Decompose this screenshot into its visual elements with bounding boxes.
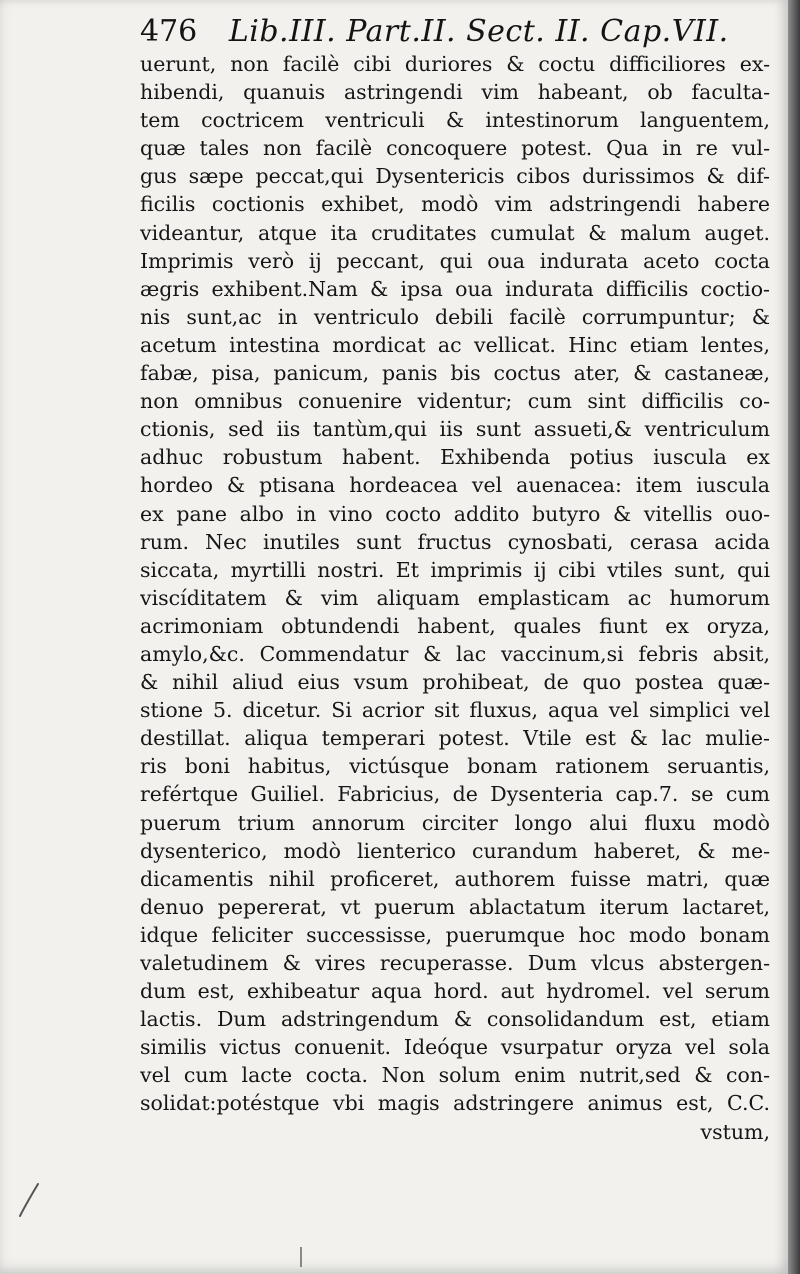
text-line: quæ tales non facilè concoquere potest. Qua in re vul-	[140, 136, 770, 161]
text-line: non omnibus conuenire videntur; cum sint difficilis co-	[140, 389, 770, 414]
text-line: fabæ, pisa, panicum, panis bis coctus ater, & castaneæ,	[140, 361, 770, 386]
catchword: vstum,	[700, 1119, 770, 1144]
text-line: gus sæpe peccat,qui Dysentericis cibos durissimos & dif-	[140, 164, 770, 189]
text-line: ctionis, sed iis tantùm,qui iis sunt assueti,& ventriculum	[140, 417, 770, 442]
text-line: stione 5. dicetur. Si acrior sit fluxus, aqua vel simplici vel	[140, 698, 770, 723]
text-line: amylo,&c. Commendatur & lac vaccinum,si febris absit,	[140, 641, 770, 666]
text-line: acetum intestina mordicat ac vellicat. Hinc etiam lentes,	[140, 332, 770, 357]
text-line: rum. Nec inutiles sunt fructus cynosbati, cerasa acida	[140, 529, 770, 554]
body-text	[140, 50, 770, 1146]
page-number: 476	[140, 14, 198, 49]
page-edge	[788, 0, 800, 1274]
text-line: & nihil aliud eius vsum prohibeat, de quo postea quæ-	[140, 670, 770, 695]
text-line: ægris exhibent.Nam & ipsa oua indurata difficilis coctio-	[140, 276, 770, 301]
text-line: siccata, myrtilli nostri. Et imprimis ij cibi vtiles sunt, qui	[140, 557, 770, 582]
text-line: videantur, atque ita cruditates cumulat & malum auget.	[140, 220, 770, 245]
text-line: solidat:potéstque vbi magis adstringere animus est, C.C.	[140, 1091, 770, 1116]
running-head	[140, 14, 770, 54]
running-title: Lib.III. Part.II. Sect. II. Cap.VII.	[228, 14, 729, 49]
ink-stroke-mark	[296, 1245, 306, 1269]
text-line: lactis. Dum adstringendum & consolidandum est, etiam	[140, 1007, 770, 1032]
text-line: ficilis coctionis exhibet, modò vim adstringendi habere	[140, 192, 770, 217]
text-line: adhuc robustum habent. Exhibenda potius iuscula ex	[140, 445, 770, 470]
text-line: acrimoniam obtundendi habent, quales fiunt ex oryza,	[140, 613, 770, 638]
text-line: hordeo & ptisana hordeacea vel auenacea: item iuscula	[140, 473, 770, 498]
text-line: similis victus conuenit. Ideóque vsurpatur oryza vel sola	[140, 1035, 770, 1060]
text-line: idque feliciter successisse, puerumque hoc modo bonam	[140, 922, 770, 947]
text-line: vel cum lacte cocta. Non solum enim nutrit,sed & con-	[140, 1063, 770, 1088]
text-line: dicamentis nihil proficeret, authorem fuisse matri, quæ	[140, 866, 770, 891]
text-line: Imprimis verò ij peccant, qui oua indurata aceto cocta	[140, 248, 770, 273]
text-line: nis sunt,ac in ventriculo debili facilè corrumpuntur; &	[140, 304, 770, 329]
text-line: dum est, exhibeatur aqua hord. aut hydromel. vel serum	[140, 979, 770, 1004]
text-line: refértque Guiliel. Fabricius, de Dysenteria cap.7. se cum	[140, 782, 770, 807]
text-line: ex pane albo in vino cocto addito butyro & vitellis ouo-	[140, 501, 770, 526]
text-line: viscíditatem & vim aliquam emplasticam ac humorum	[140, 585, 770, 610]
text-line: dysenterico, modò lienterico curandum haberet, & me-	[140, 838, 770, 863]
text-line: tem coctricem ventriculi & intestinorum languentem,	[140, 108, 770, 133]
text-line: denuo pepererat, vt puerum ablactatum iterum lactaret,	[140, 894, 770, 919]
text-line: uerunt, non facilè cibi duriores & coctu difficiliores ex-	[140, 52, 770, 76]
text-line: puerum trium annorum circiter longo alui fluxu modò	[140, 810, 770, 835]
text-line: valetudinem & vires recuperasse. Dum vlcus abstergen-	[140, 951, 770, 975]
text-line: hibendi, quanuis astringendi vim habeant, ob faculta-	[140, 80, 770, 105]
ink-stroke-mark	[14, 1180, 44, 1220]
text-line: destillat. aliqua temperari potest. Vtile est & lac mulie-	[140, 726, 770, 751]
text-line: ris boni habitus, victúsque bonam rationem seruantis,	[140, 754, 770, 779]
